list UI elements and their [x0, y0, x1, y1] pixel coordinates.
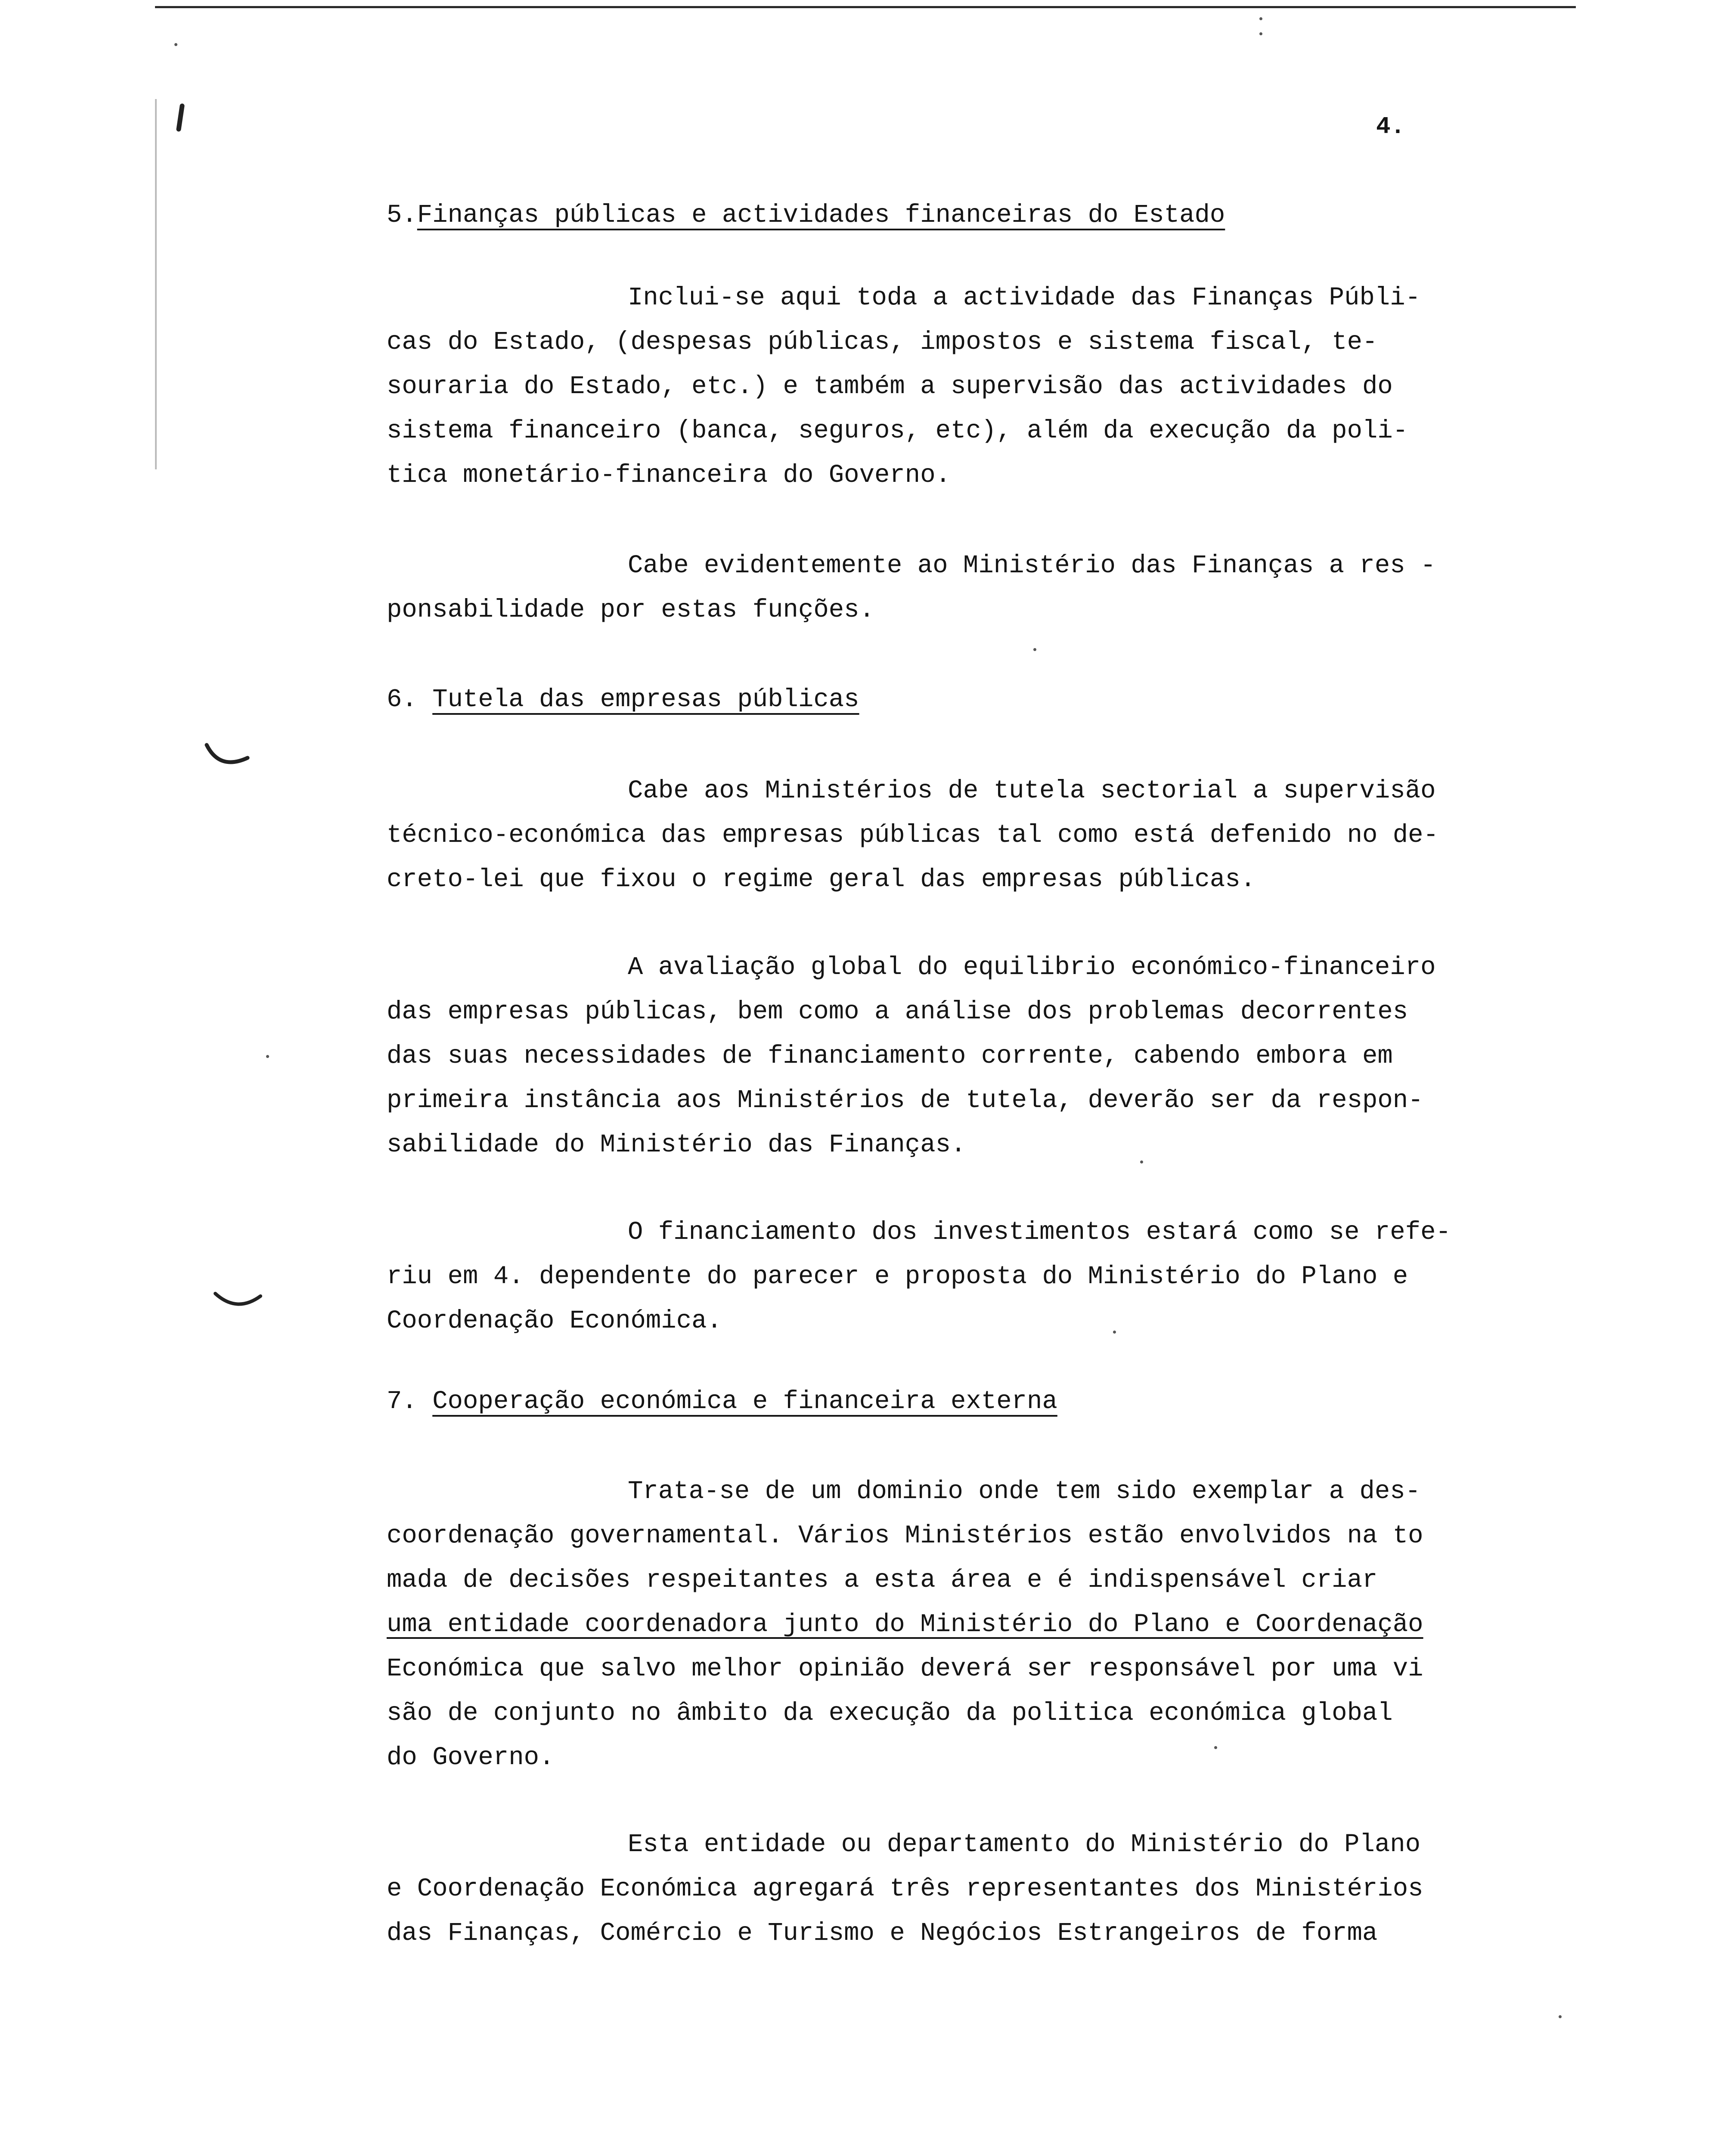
section-title: Finanças públicas e actividades financeiras do Estado — [417, 201, 1225, 230]
text-line: sistema financeiro (banca, seguros, etc), além da execução da poli- — [387, 416, 1408, 445]
section-6-heading — [387, 687, 859, 712]
top-edge-rule — [155, 6, 1576, 8]
scan-speck — [1259, 32, 1262, 35]
scan-speck — [1214, 1746, 1217, 1749]
text-line: riu em 4. dependente do parecer e proposta do Ministério do Plano e — [387, 1262, 1408, 1291]
scan-speck — [1559, 2015, 1562, 2018]
text-line: cas do Estado, (despesas públicas, impostos e sistema fiscal, te- — [387, 328, 1378, 357]
paragraph — [387, 543, 1575, 632]
page-number: 4. — [1376, 113, 1405, 140]
scan-speck — [1259, 17, 1262, 20]
text-line: são de conjunto no âmbito da execução da politica económica global — [387, 1699, 1393, 1728]
scan-speck — [1140, 1160, 1143, 1163]
text-line: das Finanças, Comércio e Turismo e Negócios Estrangeiros de forma — [387, 1919, 1378, 1948]
margin-tick-mark-icon — [174, 103, 187, 133]
text-line: Cabe evidentemente ao Ministério das Finanças a res - — [628, 551, 1436, 580]
section-number: 5. — [387, 201, 417, 230]
margin-edge-shadow — [155, 99, 157, 469]
margin-hole-mark-icon — [202, 741, 254, 775]
text-line: Esta entidade ou departamento do Ministério do Plano — [628, 1830, 1421, 1859]
text-line: técnico-económica das empresas públicas tal como está defenido no de- — [387, 821, 1438, 850]
text-line: uma entidade coordenadora junto do Ministério do Plano e Coordenação — [387, 1610, 1423, 1639]
section-7-heading — [387, 1389, 1057, 1414]
text-line: O financiamento dos investimentos estará como se refe- — [628, 1218, 1451, 1247]
section-number: 7. — [387, 1387, 417, 1416]
paragraph — [387, 1210, 1575, 1343]
text-line: A avaliação global do equilibrio económico-financeiro — [628, 953, 1436, 982]
text-line: sabilidade do Ministério das Finanças. — [387, 1130, 966, 1159]
scan-speck — [1113, 1331, 1116, 1334]
margin-hole-mark-icon — [211, 1287, 267, 1318]
text-line: mada de decisões respeitantes a esta área e é indispensável criar — [387, 1566, 1378, 1595]
section-title: Cooperação económica e financeira externa — [432, 1387, 1057, 1416]
section-title: Tutela das empresas públicas — [432, 685, 859, 714]
paragraph — [387, 1469, 1575, 1780]
paragraph — [387, 945, 1575, 1167]
text-line: das empresas públicas, bem como a análise dos problemas decorrentes — [387, 997, 1408, 1026]
section-5-heading — [387, 202, 1225, 228]
paragraph — [387, 1822, 1575, 1955]
text-line: Cabe aos Ministérios de tutela sectorial a supervisão — [628, 776, 1436, 805]
text-line: das suas necessidades de financiamento corrente, cabendo embora em — [387, 1042, 1393, 1070]
text-line: creto-lei que fixou o regime geral das empresas públicas. — [387, 865, 1256, 894]
text-line: Coordenação Económica. — [387, 1306, 722, 1335]
text-line: primeira instância aos Ministérios de tutela, deverão ser da respon- — [387, 1086, 1423, 1115]
text-line: Trata-se de um dominio onde tem sido exemplar a des- — [628, 1477, 1421, 1506]
section-number: 6. — [387, 685, 417, 714]
text-line: Inclui-se aqui toda a actividade das Finanças Públi- — [628, 283, 1421, 312]
scan-speck — [174, 43, 177, 46]
scan-speck — [266, 1055, 269, 1058]
text-line: tica monetário-financeira do Governo. — [387, 461, 951, 490]
paragraph — [387, 769, 1575, 902]
text-line: coordenação governamental. Vários Ministérios estão envolvidos na to — [387, 1521, 1423, 1550]
scan-speck — [1033, 648, 1036, 651]
text-line: e Coordenação Económica agregará três representantes dos Ministérios — [387, 1874, 1423, 1903]
text-line: Económica que salvo melhor opinião deverá ser responsável por uma vi — [387, 1654, 1423, 1683]
text-line: souraria do Estado, etc.) e também a supervisão das actividades do — [387, 372, 1393, 401]
paragraph — [387, 276, 1575, 497]
text-line: ponsabilidade por estas funções. — [387, 596, 874, 624]
text-line: do Governo. — [387, 1743, 555, 1772]
